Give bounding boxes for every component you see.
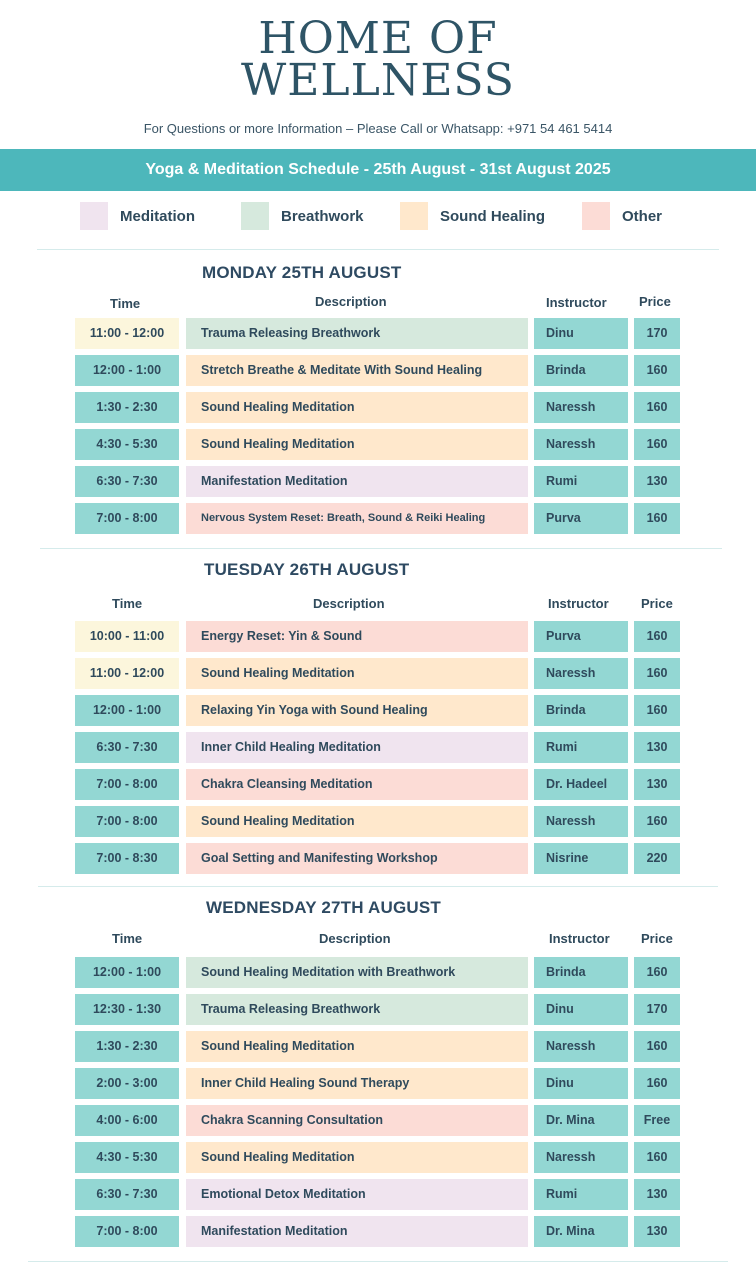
contact-info: For Questions or more Information – Please Call or Whatsapp: +971 54 461 5414 [143,121,613,136]
description-cell: Emotional Detox Meditation [186,1179,528,1210]
description-cell: Inner Child Healing Sound Therapy [186,1068,528,1099]
description-cell: Trauma Releasing Breathwork [186,318,528,349]
description-cell: Manifestation Meditation [186,1216,528,1247]
description-cell: Sound Healing Meditation [186,658,528,689]
time-cell: 7:00 - 8:00 [75,1216,179,1247]
time-cell: 7:00 - 8:00 [75,503,179,534]
time-cell: 7:00 - 8:00 [75,769,179,800]
day-title-wednesday: WEDNESDAY 27TH AUGUST [206,898,442,917]
description-cell: Chakra Cleansing Meditation [186,769,528,800]
price-cell: 170 [634,994,680,1025]
description-cell: Sound Healing Meditation [186,806,528,837]
schedule-banner: Yoga & Meditation Schedule - 25th August - 31st August 2025 [0,149,756,191]
instructor-cell: Naressh [534,658,628,689]
meditation-swatch [80,202,108,230]
time-cell: 10:00 - 11:00 [75,621,179,652]
legend-label: Meditation [120,207,195,225]
col-head-description: Description [313,596,385,611]
col-head-price: Price [641,596,673,611]
price-cell: 220 [634,843,680,874]
price-cell: 160 [634,1031,680,1062]
logo-line-2: WELLNESS [241,55,515,106]
description-cell: Sound Healing Meditation [186,1031,528,1062]
sound-healing-swatch [400,202,428,230]
time-cell: 6:30 - 7:30 [75,1179,179,1210]
instructor-cell: Rumi [534,1179,628,1210]
description-cell: Relaxing Yin Yoga with Sound Healing [186,695,528,726]
description-cell: Inner Child Healing Meditation [186,732,528,763]
logo-line-1: HOME OF [258,13,498,64]
price-cell: Free [634,1105,680,1136]
time-cell: 2:00 - 3:00 [75,1068,179,1099]
instructor-cell: Brinda [534,957,628,988]
legend-meditation [80,201,195,231]
day-title-monday: MONDAY 25TH AUGUST [202,263,402,282]
breathwork-swatch [241,202,269,230]
price-cell: 160 [634,392,680,423]
price-cell: 160 [634,957,680,988]
price-cell: 160 [634,1142,680,1173]
time-cell: 12:30 - 1:30 [75,994,179,1025]
col-head-description: Description [319,931,391,946]
time-cell: 4:00 - 6:00 [75,1105,179,1136]
price-cell: 130 [634,769,680,800]
col-head-instructor: Instructor [549,931,610,946]
instructor-cell: Dinu [534,1068,628,1099]
time-cell: 11:00 - 12:00 [75,658,179,689]
time-cell: 12:00 - 1:00 [75,355,179,386]
price-cell: 130 [634,1179,680,1210]
time-cell: 12:00 - 1:00 [75,957,179,988]
legend-label: Breathwork [281,207,364,225]
instructor-cell: Dinu [534,994,628,1025]
time-cell: 11:00 - 12:00 [75,318,179,349]
instructor-cell: Brinda [534,355,628,386]
description-cell: Nervous System Reset: Breath, Sound & Reiki Healing [186,503,528,534]
description-cell: Goal Setting and Manifesting Workshop [186,843,528,874]
col-head-price: Price [641,931,673,946]
instructor-cell: Purva [534,621,628,652]
price-cell: 160 [634,1068,680,1099]
time-cell: 12:00 - 1:00 [75,695,179,726]
instructor-cell: Nisrine [534,843,628,874]
time-cell: 6:30 - 7:30 [75,466,179,497]
price-cell: 170 [634,318,680,349]
col-head-time: Time [112,596,143,611]
divider [37,249,719,250]
col-head-price: Price [639,294,671,309]
instructor-cell: Naressh [534,429,628,460]
col-head-instructor: Instructor [548,596,609,611]
legend-sound-healing [400,201,545,231]
description-cell: Trauma Releasing Breathwork [186,994,528,1025]
instructor-cell: Naressh [534,1142,628,1173]
description-cell: Sound Healing Meditation [186,429,528,460]
instructor-cell: Dr. Hadeel [534,769,628,800]
instructor-cell: Dr. Mina [534,1105,628,1136]
price-cell: 160 [634,429,680,460]
col-head-time: Time [112,931,143,946]
price-cell: 130 [634,1216,680,1247]
price-cell: 160 [634,503,680,534]
divider [28,1261,728,1262]
category-legend [0,201,756,231]
other-swatch [582,202,610,230]
legend-other [582,201,662,231]
price-cell: 160 [634,695,680,726]
instructor-cell: Rumi [534,466,628,497]
description-cell: Energy Reset: Yin & Sound [186,621,528,652]
instructor-cell: Naressh [534,1031,628,1062]
time-cell: 6:30 - 7:30 [75,732,179,763]
legend-breathwork [241,201,364,231]
instructor-cell: Dr. Mina [534,1216,628,1247]
legend-label: Other [622,207,663,225]
description-cell: Sound Healing Meditation with Breathwork [186,957,528,988]
price-cell: 130 [634,732,680,763]
instructor-cell: Naressh [534,806,628,837]
divider [40,548,722,549]
price-cell: 160 [634,355,680,386]
time-cell: 1:30 - 2:30 [75,392,179,423]
description-cell: Stretch Breathe & Meditate With Sound Healing [186,355,528,386]
description-cell: Chakra Scanning Consultation [186,1105,528,1136]
time-cell: 4:30 - 5:30 [75,1142,179,1173]
time-cell: 1:30 - 2:30 [75,1031,179,1062]
col-head-description: Description [315,294,387,309]
divider [38,886,718,887]
instructor-cell: Purva [534,503,628,534]
instructor-cell: Rumi [534,732,628,763]
price-cell: 160 [634,621,680,652]
col-head-time: Time [110,296,141,311]
day-title-tuesday: TUESDAY 26TH AUGUST [204,560,410,579]
instructor-cell: Brinda [534,695,628,726]
price-cell: 160 [634,806,680,837]
price-cell: 160 [634,658,680,689]
col-head-instructor: Instructor [546,295,607,310]
description-cell: Manifestation Meditation [186,466,528,497]
time-cell: 7:00 - 8:00 [75,806,179,837]
instructor-cell: Naressh [534,392,628,423]
description-cell: Sound Healing Meditation [186,392,528,423]
instructor-cell: Dinu [534,318,628,349]
description-cell: Sound Healing Meditation [186,1142,528,1173]
price-cell: 130 [634,466,680,497]
time-cell: 7:00 - 8:30 [75,843,179,874]
legend-label: Sound Healing [440,207,545,225]
time-cell: 4:30 - 5:30 [75,429,179,460]
